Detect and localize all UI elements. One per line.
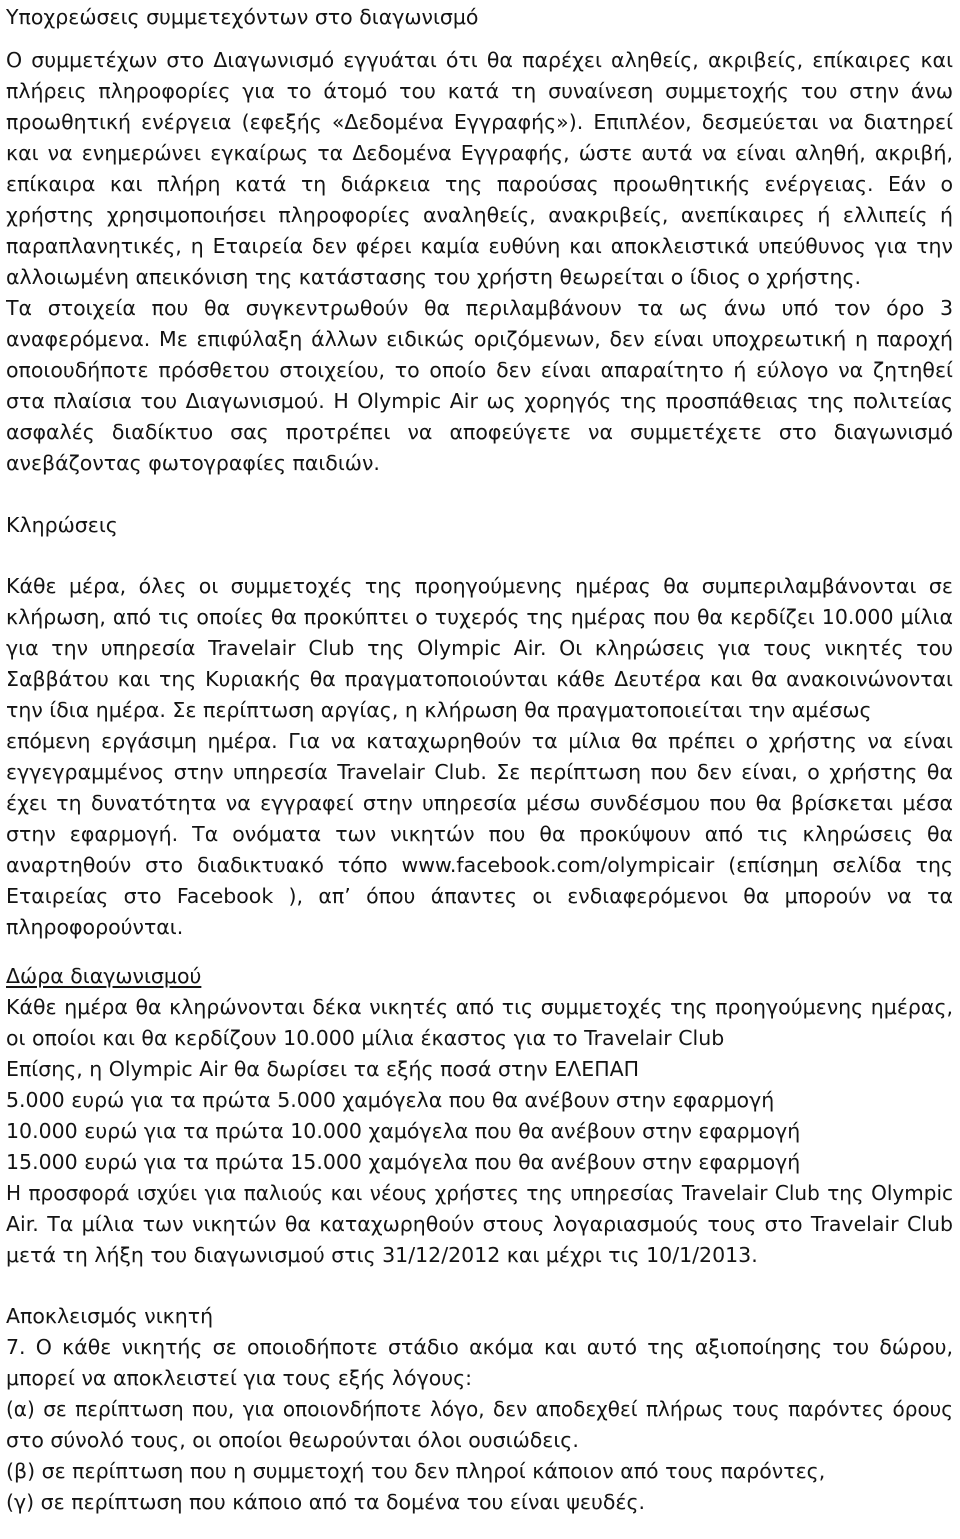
paragraph-line: προωθητική ενέργεια (εφεξής «Δεδομένα Εγγραφής»). Επιπλέον, δεσμεύεται να διατηρεί: [6, 110, 953, 134]
paragraph-line: επίκαιρα και πλήρη κατά τη διάρκεια της παρούσας προωθητικής ενέργειας. Εάν ο: [6, 172, 953, 196]
paragraph-line: Air. Τα μίλια των νικητών θα καταχωρηθούν στους λογαριασμούς τους στο Travelair Club: [6, 1212, 953, 1236]
exclusion-heading: Αποκλεισμός νικητή: [6, 1304, 214, 1328]
obligations-heading: Υποχρεώσεις συμμετεχόντων στο διαγωνισμό: [6, 5, 479, 29]
paragraph-line: επόμενη εργάσιμη ημέρα. Για να καταχωρηθούν τα μίλια θα πρέπει ο χρήστης να είναι: [6, 729, 953, 753]
paragraph-line: Εταιρείας στο Facebook ), απ’ όπου άπαντες οι ενδιαφερόμενοι θα μπορούν να τα: [6, 884, 953, 908]
paragraph-line: 7. Ο κάθε νικητής σε οποιοδήποτε στάδιο ακόμα και αυτό της αξιοποίησης του δώρου,: [6, 1335, 953, 1359]
paragraph-line: μετά τη λήξη του διαγωνισμού στις 31/12/2012 και μέχρι τις 10/1/2013.: [6, 1243, 758, 1267]
paragraph-line: (α) σε περίπτωση που, για οποιονδήποτε λόγο, δεν αποδεχθεί πλήρως τους παρόντες όρους: [6, 1397, 953, 1421]
obligations-paragraph: [6, 45, 953, 479]
paragraph-line: και να ενημερώνει εγκαίρως τα Δεδομένα Εγγραφής, ώστε αυτά να είναι αληθή, ακριβή,: [6, 141, 953, 165]
paragraph-line: Τα στοιχεία που θα συγκεντρωθούν θα περιλαμβάνουν τα ως άνω υπό τον όρο 3: [6, 296, 953, 320]
paragraph-line: Επίσης, η Olympic Air θα δωρίσει τα εξής ποσά στην ΕΛΕΠΑΠ: [6, 1057, 640, 1081]
paragraph-line: 15.000 ευρώ για τα πρώτα 15.000 χαμόγελα που θα ανέβουν στην εφαρμογή: [6, 1150, 801, 1174]
paragraph-line: στο σύνολό τους, οι οποίοι θεωρούνται όλοι ουσιώδεις.: [6, 1428, 579, 1452]
paragraph-line: εγγεγραμμένος στην υπηρεσία Travelair Club. Σε περίπτωση που δεν είναι, ο χρήστης θα: [6, 760, 953, 784]
paragraph-line: (γ) σε περίπτωση που κάποιο από τα δομένα του είναι ψευδές.: [6, 1490, 646, 1514]
paragraph-line: 10.000 ευρώ για τα πρώτα 10.000 χαμόγελα που θα ανέβουν στην εφαρμογή: [6, 1119, 801, 1143]
paragraph-line: οι οποίοι και θα κερδίζουν 10.000 μίλια έκαστος για το Travelair Club: [6, 1026, 725, 1050]
paragraph-line: ανεβάζοντας φωτογραφίες παιδιών.: [6, 451, 380, 475]
paragraph-line: Κάθε μέρα, όλες οι συμμετοχές της προηγούμενης ημέρας θα συμπεριλαμβάνονται σε: [6, 574, 953, 598]
paragraph-line: Κάθε ημέρα θα κληρώνονται δέκα νικητές από τις συμμετοχές της προηγούμενης ημέρας,: [6, 995, 953, 1019]
prizes-heading: Δώρα διαγωνισμού: [6, 964, 202, 988]
paragraph-line: οποιουδήποτε πρόσθετου στοιχείου, το οποίο δεν είναι απαραίτητο ή εύλογο να ζητηθεί: [6, 358, 953, 382]
paragraph-line: μπορεί να αποκλειστεί για τους εξής λόγους:: [6, 1366, 473, 1390]
paragraph-line: κλήρωση, από τις οποίες θα προκύπτει ο τυχερός της ημέρας που θα κερδίζει 10.000 μίλια: [6, 605, 953, 629]
paragraph-line: αναφερόμενα. Με επιφύλαξη άλλων ειδικώς οριζόμενων, δεν είναι υποχρεωτική η παροχή: [6, 327, 953, 351]
paragraph-line: Ο συμμετέχων στο Διαγωνισμό εγγυάται ότι θα παρέχει αληθείς, ακριβείς, επίκαιρες και: [6, 48, 953, 72]
paragraph-line: στα πλαίσια του Διαγωνισμού. Η Olympic Air ως χορηγός της προσπάθειας της πολιτείας: [6, 389, 953, 413]
prizes-paragraph: [6, 992, 953, 1271]
draws-paragraph: [6, 571, 953, 943]
paragraph-line: ασφαλές διαδίκτυο σας προτρέπει να αποφεύγετε να συμμετέχετε στο διαγωνισμό: [6, 420, 953, 444]
paragraph-line: Σαββάτου και της Κυριακής θα πραγματοποιούνται κάθε Δευτέρα και θα ανακοινώνονται: [6, 667, 953, 691]
exclusion-paragraph: [6, 1332, 953, 1518]
paragraph-line: πλήρεις πληροφορίες για το άτομό του κατά τη συναίνεση συμμετοχής του στην άνω: [6, 79, 953, 103]
paragraph-line: έχει τη δυνατότητα να εγγραφεί στην υπηρεσία μέσω συνδέσμου που θα βρίσκεται μέσα: [6, 791, 953, 815]
paragraph-line: αναρτηθούν στο διαδικτυακό τόπο www.facebook.com/olympicair (επίσημη σελίδα της: [6, 853, 953, 877]
paragraph-line: αλλοιωμένη απεικόνιση της κατάστασης του χρήστη θεωρείται ο ίδιος ο χρήστης.: [6, 265, 862, 289]
paragraph-line: (β) σε περίπτωση που η συμμετοχή του δεν πληροί κάποιον από τους παρόντες,: [6, 1459, 826, 1483]
draws-heading: Κληρώσεις: [6, 513, 118, 537]
paragraph-line: στην εφαρμογή. Τα ονόματα των νικητών που θα προκύψουν από τις κληρώσεις θα: [6, 822, 953, 846]
paragraph-line: 5.000 ευρώ για τα πρώτα 5.000 χαμόγελα που θα ανέβουν στην εφαρμογή: [6, 1088, 775, 1112]
paragraph-line: την ίδια ημέρα. Σε περίπτωση αργίας, η κλήρωση θα πραγματοποιείται την αμέσως: [6, 698, 872, 722]
paragraph-line: παραπλανητικές, η Εταιρεία δεν φέρει καμία ευθύνη και αποκλειστικά υπεύθυνος για την: [6, 234, 953, 258]
paragraph-line: πληροφορούνται.: [6, 915, 184, 939]
paragraph-line: για την υπηρεσία Travelair Club της Olympic Air. Οι κληρώσεις για τους νικητές του: [6, 636, 953, 660]
paragraph-line: Η προσφορά ισχύει για παλιούς και νέους χρήστες της υπηρεσίας Travelair Club της Olympic: [6, 1181, 953, 1205]
paragraph-line: χρήστης χρησιμοποιήσει πληροφορίες αναληθείς, ανακριβείς, ανεπίκαιρες ή ελλιπείς ή: [6, 203, 953, 227]
terms-document: [0, 2, 960, 1518]
